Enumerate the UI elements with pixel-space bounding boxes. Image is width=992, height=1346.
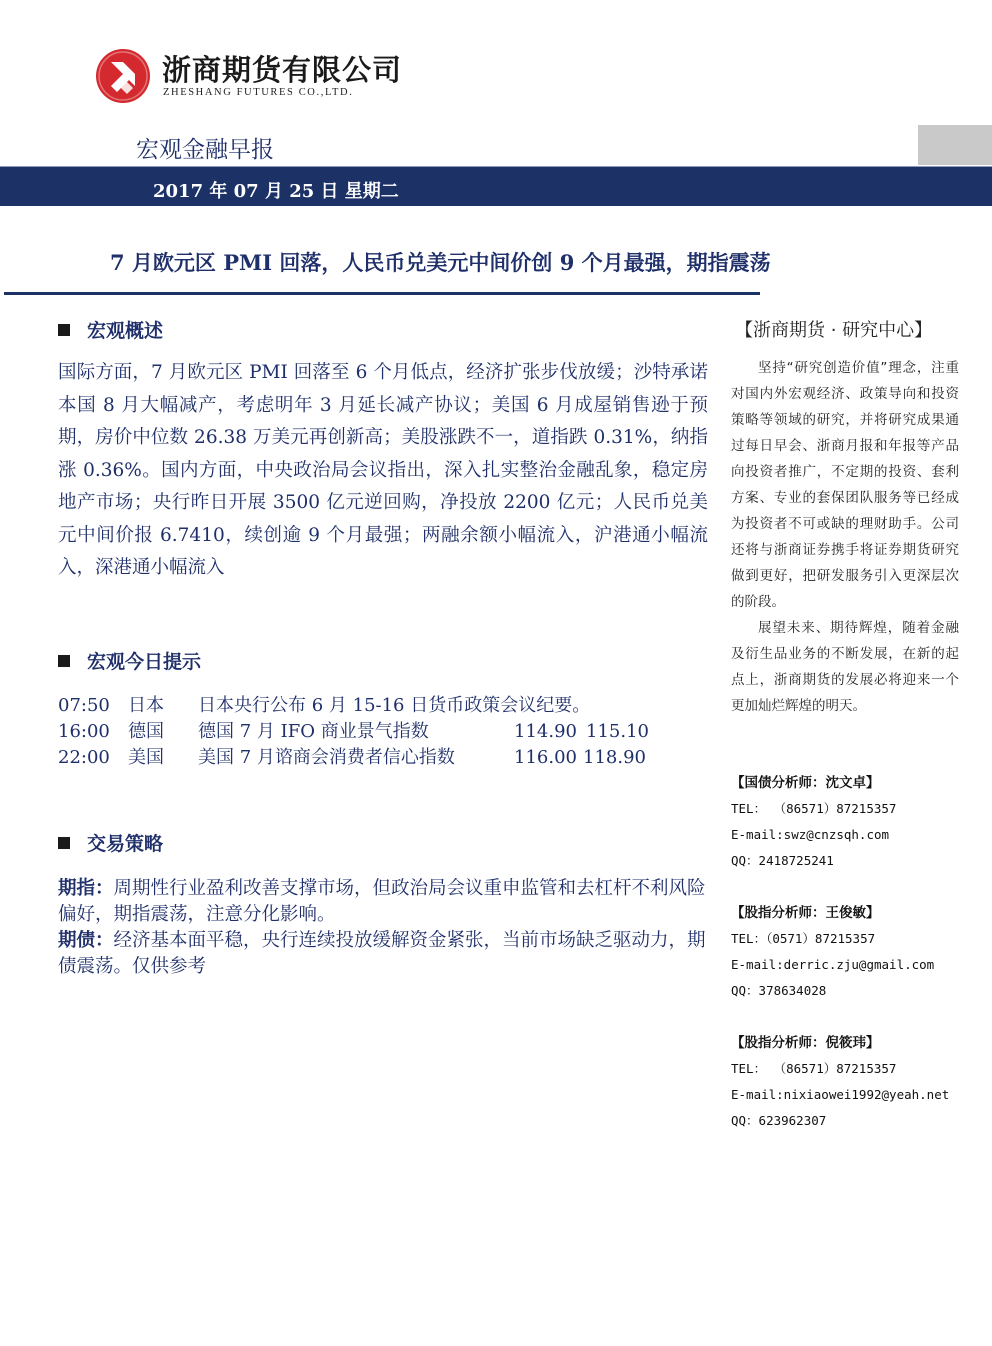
strategy-text: 周期性行业盈利改善支撑市场，但政治局会议重申监管和去杠杆不利风险偏好，期指震荡，注意分化影响。 — [58, 878, 706, 925]
section-title-strategy — [58, 829, 163, 856]
date-band — [0, 166, 992, 206]
analyst-email[interactable]: E-mail:swz@cnzsqh.com — [731, 827, 890, 842]
analyst-card — [731, 900, 971, 1004]
analyst-qq: QQ：2418725241 — [731, 853, 834, 868]
event-country: 日本 — [128, 695, 164, 716]
headline: 7 月欧元区 PMI 回落，人民币兑美元中间价创 9 个月最强，期指震荡 — [110, 250, 771, 275]
section-title-text: 宏观今日提示 — [87, 651, 202, 673]
strategy-item — [58, 876, 710, 928]
analyst-name: 【国债分析师：沈文卓】 — [731, 775, 880, 791]
event-time: 22:00 — [58, 747, 110, 768]
company-name-cn: 浙商期货有限公司 — [162, 53, 403, 87]
analyst-name: 【股指分析师：倪筱玮】 — [731, 1035, 880, 1051]
analyst-card — [731, 770, 971, 874]
event-desc: 德国 7 月 IFO 商业景气指数 — [198, 721, 429, 742]
event-value-forecast: 115.10 — [586, 721, 649, 742]
square-bullet-icon — [58, 655, 70, 667]
analyst-name: 【股指分析师：王俊敏】 — [731, 905, 880, 921]
headline-divider — [4, 292, 760, 295]
header-decor-box — [918, 125, 992, 165]
section-title-today — [58, 647, 201, 674]
overview-body: 国际方面，7 月欧元区 PMI 回落至 6 个月低点，经济扩张步伐放缓；沙特承诺本国 8 月大幅减产，考虑明年 3 月延长减产协议；美国 6 月成屋销售逊于预期，房价中位数 26.38 万美元再创新高；美股涨跌不一，道指跌 0.31%，纳指涨 0.36%。国内方面，中央政治局会议指出，深入扎实整治金融乱象，稳定房地产市场；央行昨日开展 3500 亿元逆回购，净投放 2200 亿元；人民币兑美元中间价报 6.7410，续创逾 9 个月最强；两融余额小幅流入，沪港通小幅流入，深港通小幅流入 — [58, 362, 708, 578]
analyst-tel: TEL： （86571）87215357 — [731, 1061, 897, 1076]
analyst-email[interactable]: E-mail:nixiaowei1992@yeah.net — [731, 1087, 950, 1102]
analyst-qq: QQ：378634028 — [731, 983, 827, 998]
event-country: 美国 — [128, 747, 164, 768]
event-time: 16:00 — [58, 721, 110, 742]
strategy-item — [58, 928, 710, 980]
strategy-label: 期债： — [58, 930, 114, 951]
event-country: 德国 — [128, 721, 164, 742]
report-type-title: 宏观金融早报 — [136, 137, 274, 163]
event-time: 07:50 — [58, 695, 110, 716]
square-bullet-icon — [58, 324, 70, 336]
strategy-label: 期指： — [58, 878, 114, 899]
analyst-email[interactable]: E-mail:derric.zju@gmail.com — [731, 957, 935, 972]
analyst-tel: TEL：（0571）87215357 — [731, 931, 876, 946]
event-value-previous: 116.00 — [514, 747, 577, 768]
sidebar-title: 【浙商期货 · 研究中心】 — [735, 320, 933, 341]
sidebar-intro-paragraph: 展望未来、期待辉煌，随着金融及衍生品业务的不断发展，在新的起点上，浙商期货的发展必将迎来一个更加灿烂辉煌的明天。 — [731, 620, 959, 714]
sidebar-intro-paragraph: 坚持“研究创造价值”理念，注重对国内外宏观经济、政策导向和投资策略等领域的研究，并将研究成果通过每日早会、浙商月报和年报等产品向投资者推广，不定期的投资、套利方案、专业的套保团队服务等已经成为投资者不可或缺的理财助手。公司还将与浙商证券携手将证券期货研究做到更好，把研发服务引入更深层次的阶段。 — [731, 360, 959, 610]
report-date: 2017 年 07 月 25 日 星期二 — [153, 181, 399, 202]
company-name-en: ZHESHANG FUTURES CO.,LTD. — [163, 87, 354, 98]
analyst-card — [731, 1030, 971, 1134]
company-logo-icon — [95, 48, 151, 104]
event-value-forecast: 118.90 — [583, 747, 646, 768]
section-title-text: 宏观概述 — [87, 320, 164, 342]
strategy-text: 经济基本面平稳，央行连续投放缓解资金紧张，当前市场缺乏驱动力，期债震荡。仅供参考 — [58, 930, 706, 977]
analyst-qq: QQ：623962307 — [731, 1113, 827, 1128]
square-bullet-icon — [58, 837, 70, 849]
section-title-overview — [58, 316, 163, 343]
event-desc: 日本央行公布 6 月 15-16 日货币政策会议纪要。 — [198, 695, 591, 716]
event-desc: 美国 7 月谘商会消费者信心指数 — [198, 747, 455, 768]
analyst-tel: TEL： （86571）87215357 — [731, 801, 897, 816]
strategy-list — [58, 876, 710, 980]
sidebar-intro — [731, 355, 959, 719]
event-value-previous: 114.90 — [514, 721, 577, 742]
section-title-text: 交易策略 — [87, 833, 164, 855]
